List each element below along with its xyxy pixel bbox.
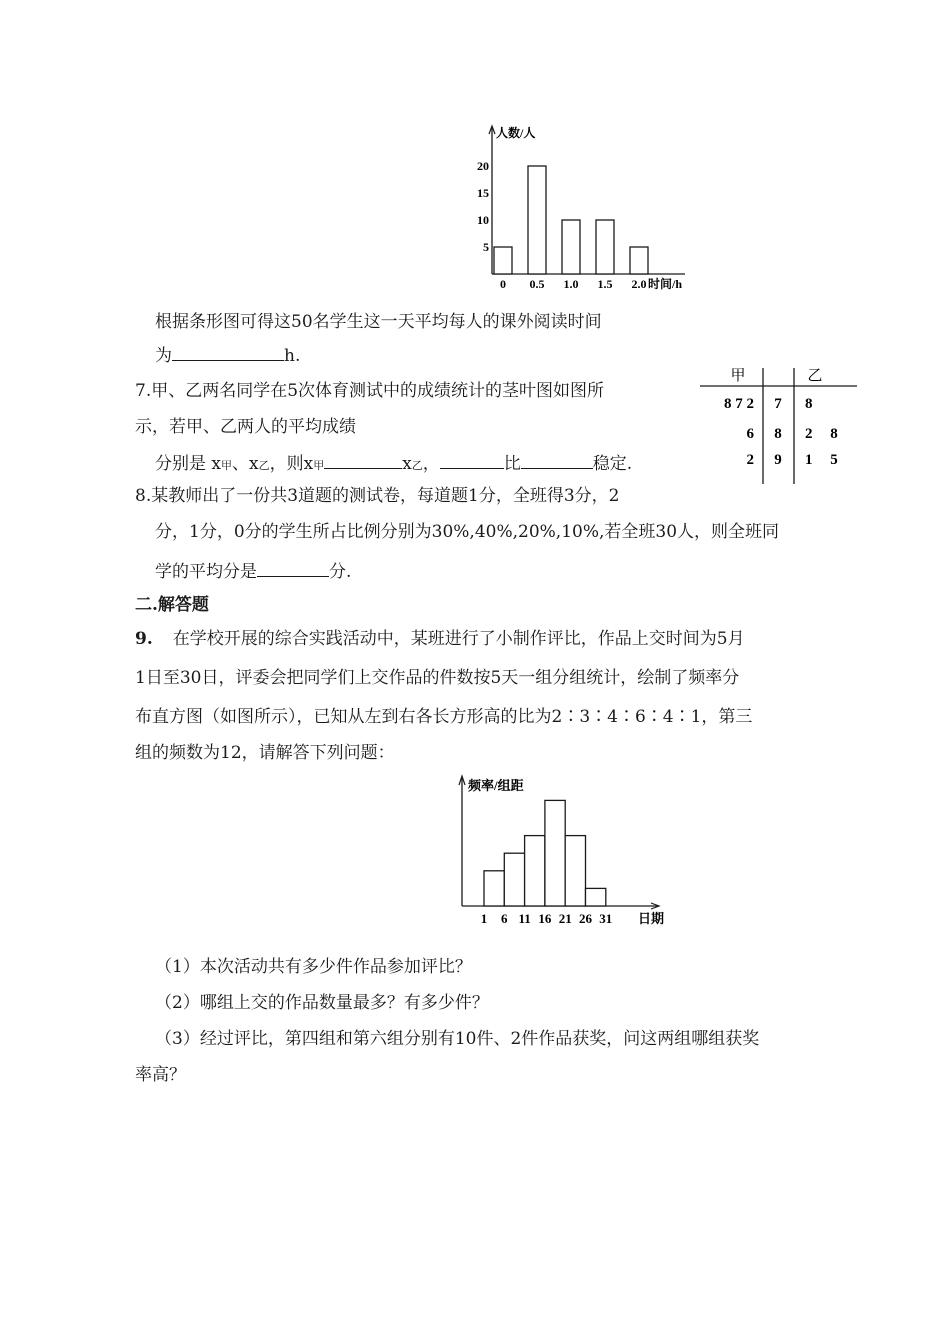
y-axis-label: 频率/组距: [468, 778, 524, 793]
q8-answer-blank[interactable]: [257, 559, 329, 577]
histogram-bar: [586, 888, 606, 906]
q7-blank-1[interactable]: [324, 451, 402, 469]
bi-text: 比: [503, 454, 521, 474]
reading-time-bar-chart: [470, 120, 710, 290]
sub-jia: 甲: [221, 459, 232, 472]
x-tick-label: 16: [538, 911, 552, 926]
stem-leaf-left-leaves: 2: [746, 452, 754, 468]
sub-jia: 甲: [313, 459, 325, 472]
x-tick-label: 1.5: [597, 277, 613, 290]
stem-leaf-header-right: 乙: [807, 368, 823, 384]
q7-line3: [155, 451, 632, 478]
bar: [596, 220, 614, 274]
q6-line1: 根据条形图可得这50名学生这一天平均每人的课外阅读时间: [155, 312, 602, 332]
y-tick-label: 10: [477, 213, 489, 227]
q9-line4: 组的频数为12，请解答下列问题：: [135, 743, 395, 763]
comma: ，: [422, 454, 440, 474]
q7-blank-3[interactable]: [521, 451, 593, 469]
q9-sub3: （3）经过评比，第四组和第六组分别有10件、2件作品获奖，问这两组哪组获奖: [155, 1029, 760, 1049]
stem-leaf-left-leaves: 6: [746, 426, 754, 442]
histogram-bar: [525, 836, 545, 906]
x-axis-label: 日期: [638, 911, 665, 926]
bar: [630, 247, 648, 274]
histogram-bar: [565, 836, 585, 906]
q8-line1: 8.某教师出了一份共3道题的测试卷，每道题1分，全班得3分，2: [135, 486, 620, 506]
y-tick-label: 15: [477, 186, 489, 200]
q9-sub3-cont: 率高？: [135, 1065, 186, 1085]
stem-leaf-header-left: 甲: [730, 368, 746, 384]
stem-leaf-stem: 7: [774, 396, 782, 412]
x-tick-label: 0.5: [529, 277, 545, 290]
q7-end: 稳定.: [592, 454, 633, 474]
x-tick-label: 31: [599, 911, 613, 926]
x-tick-label: 6: [501, 911, 508, 926]
sub-yi: 乙: [411, 459, 423, 472]
x-tick-label: 1: [480, 911, 488, 926]
q9-sub1: （1）本次活动共有多少件作品参加评比？: [155, 957, 472, 977]
x-tick-label: 21: [558, 911, 572, 926]
x-tick-label: 11: [518, 911, 531, 926]
stem-leaf-stem: 9: [774, 452, 782, 468]
y-axis-label: 人数/人: [496, 126, 536, 140]
q9-line3: 布直方图（如图所示），已知从左到右各长方形高的比为2∶3∶4∶6∶4∶1，第三: [135, 707, 753, 727]
stem-leaf-right-leaves: 1 5: [805, 452, 838, 468]
frequency-histogram: [448, 770, 678, 930]
q9-sub2: （2）哪组上交的作品数量最多？有多少件？: [155, 993, 489, 1013]
q6-answer-blank[interactable]: [172, 343, 284, 361]
bar: [494, 247, 512, 274]
q9-line1: [135, 627, 745, 651]
q7-line2: 示，若甲、乙两人的平均成绩: [135, 417, 356, 437]
q8-unit: 分.: [329, 562, 352, 582]
q9-line1-text: 在学校开展的综合实践活动中，某班进行了小制作评比，作品上交时间为5月: [172, 629, 745, 649]
separator: 、: [232, 454, 249, 474]
q8-line2: 分，1分，0分的学生所占比例分别为30%,40%,20%,10%,若全班30人，则全班同: [155, 522, 780, 542]
histogram-bar: [504, 853, 524, 906]
q9-line2: 1日至30日，评委会把同学们上交作品的件数按5天一组分组统计，绘制了频率分: [135, 668, 740, 688]
q6-unit: h.: [284, 346, 301, 366]
x-axis-label: 时间/h: [648, 277, 683, 290]
q6-prefix: 为: [155, 346, 172, 366]
stem-leaf-right-leaves: 2 8: [805, 426, 838, 442]
sub-yi: 乙: [258, 459, 270, 472]
q7-prefix: 分别是: [155, 454, 206, 474]
x-tick-label: 0: [500, 277, 506, 290]
x-tick-label: 2.0: [631, 277, 647, 290]
then-text: ，则: [269, 454, 304, 474]
section-heading: 二.解答题: [135, 595, 209, 615]
q6-line2: [155, 343, 300, 368]
bar: [562, 220, 580, 274]
q9-number: 9.: [135, 629, 153, 649]
stem-leaf-left-leaves: 8 7 2: [724, 396, 754, 412]
bar: [528, 166, 546, 274]
x-var: x: [402, 454, 412, 474]
x-var: x: [211, 454, 221, 474]
stem-leaf-stem: 8: [774, 426, 782, 442]
y-tick-label: 20: [477, 159, 489, 173]
x-var: x: [303, 454, 314, 474]
q8-line3: [155, 559, 351, 584]
histogram-bar: [484, 871, 504, 906]
stem-leaf-right-leaves: 8: [805, 396, 813, 412]
stem-leaf-plot: [695, 362, 865, 487]
histogram-bar: [545, 800, 565, 906]
x-var: x: [249, 454, 259, 474]
x-tick-label: 26: [579, 911, 592, 926]
x-tick-label: 1.0: [563, 277, 579, 290]
q7-line1: 7.甲、乙两名同学在5次体育测试中的成绩统计的茎叶图如图所: [135, 381, 605, 401]
q7-blank-2[interactable]: [440, 451, 504, 469]
q8-prefix: 学的平均分是: [155, 562, 257, 582]
y-tick-label: 5: [483, 240, 489, 254]
